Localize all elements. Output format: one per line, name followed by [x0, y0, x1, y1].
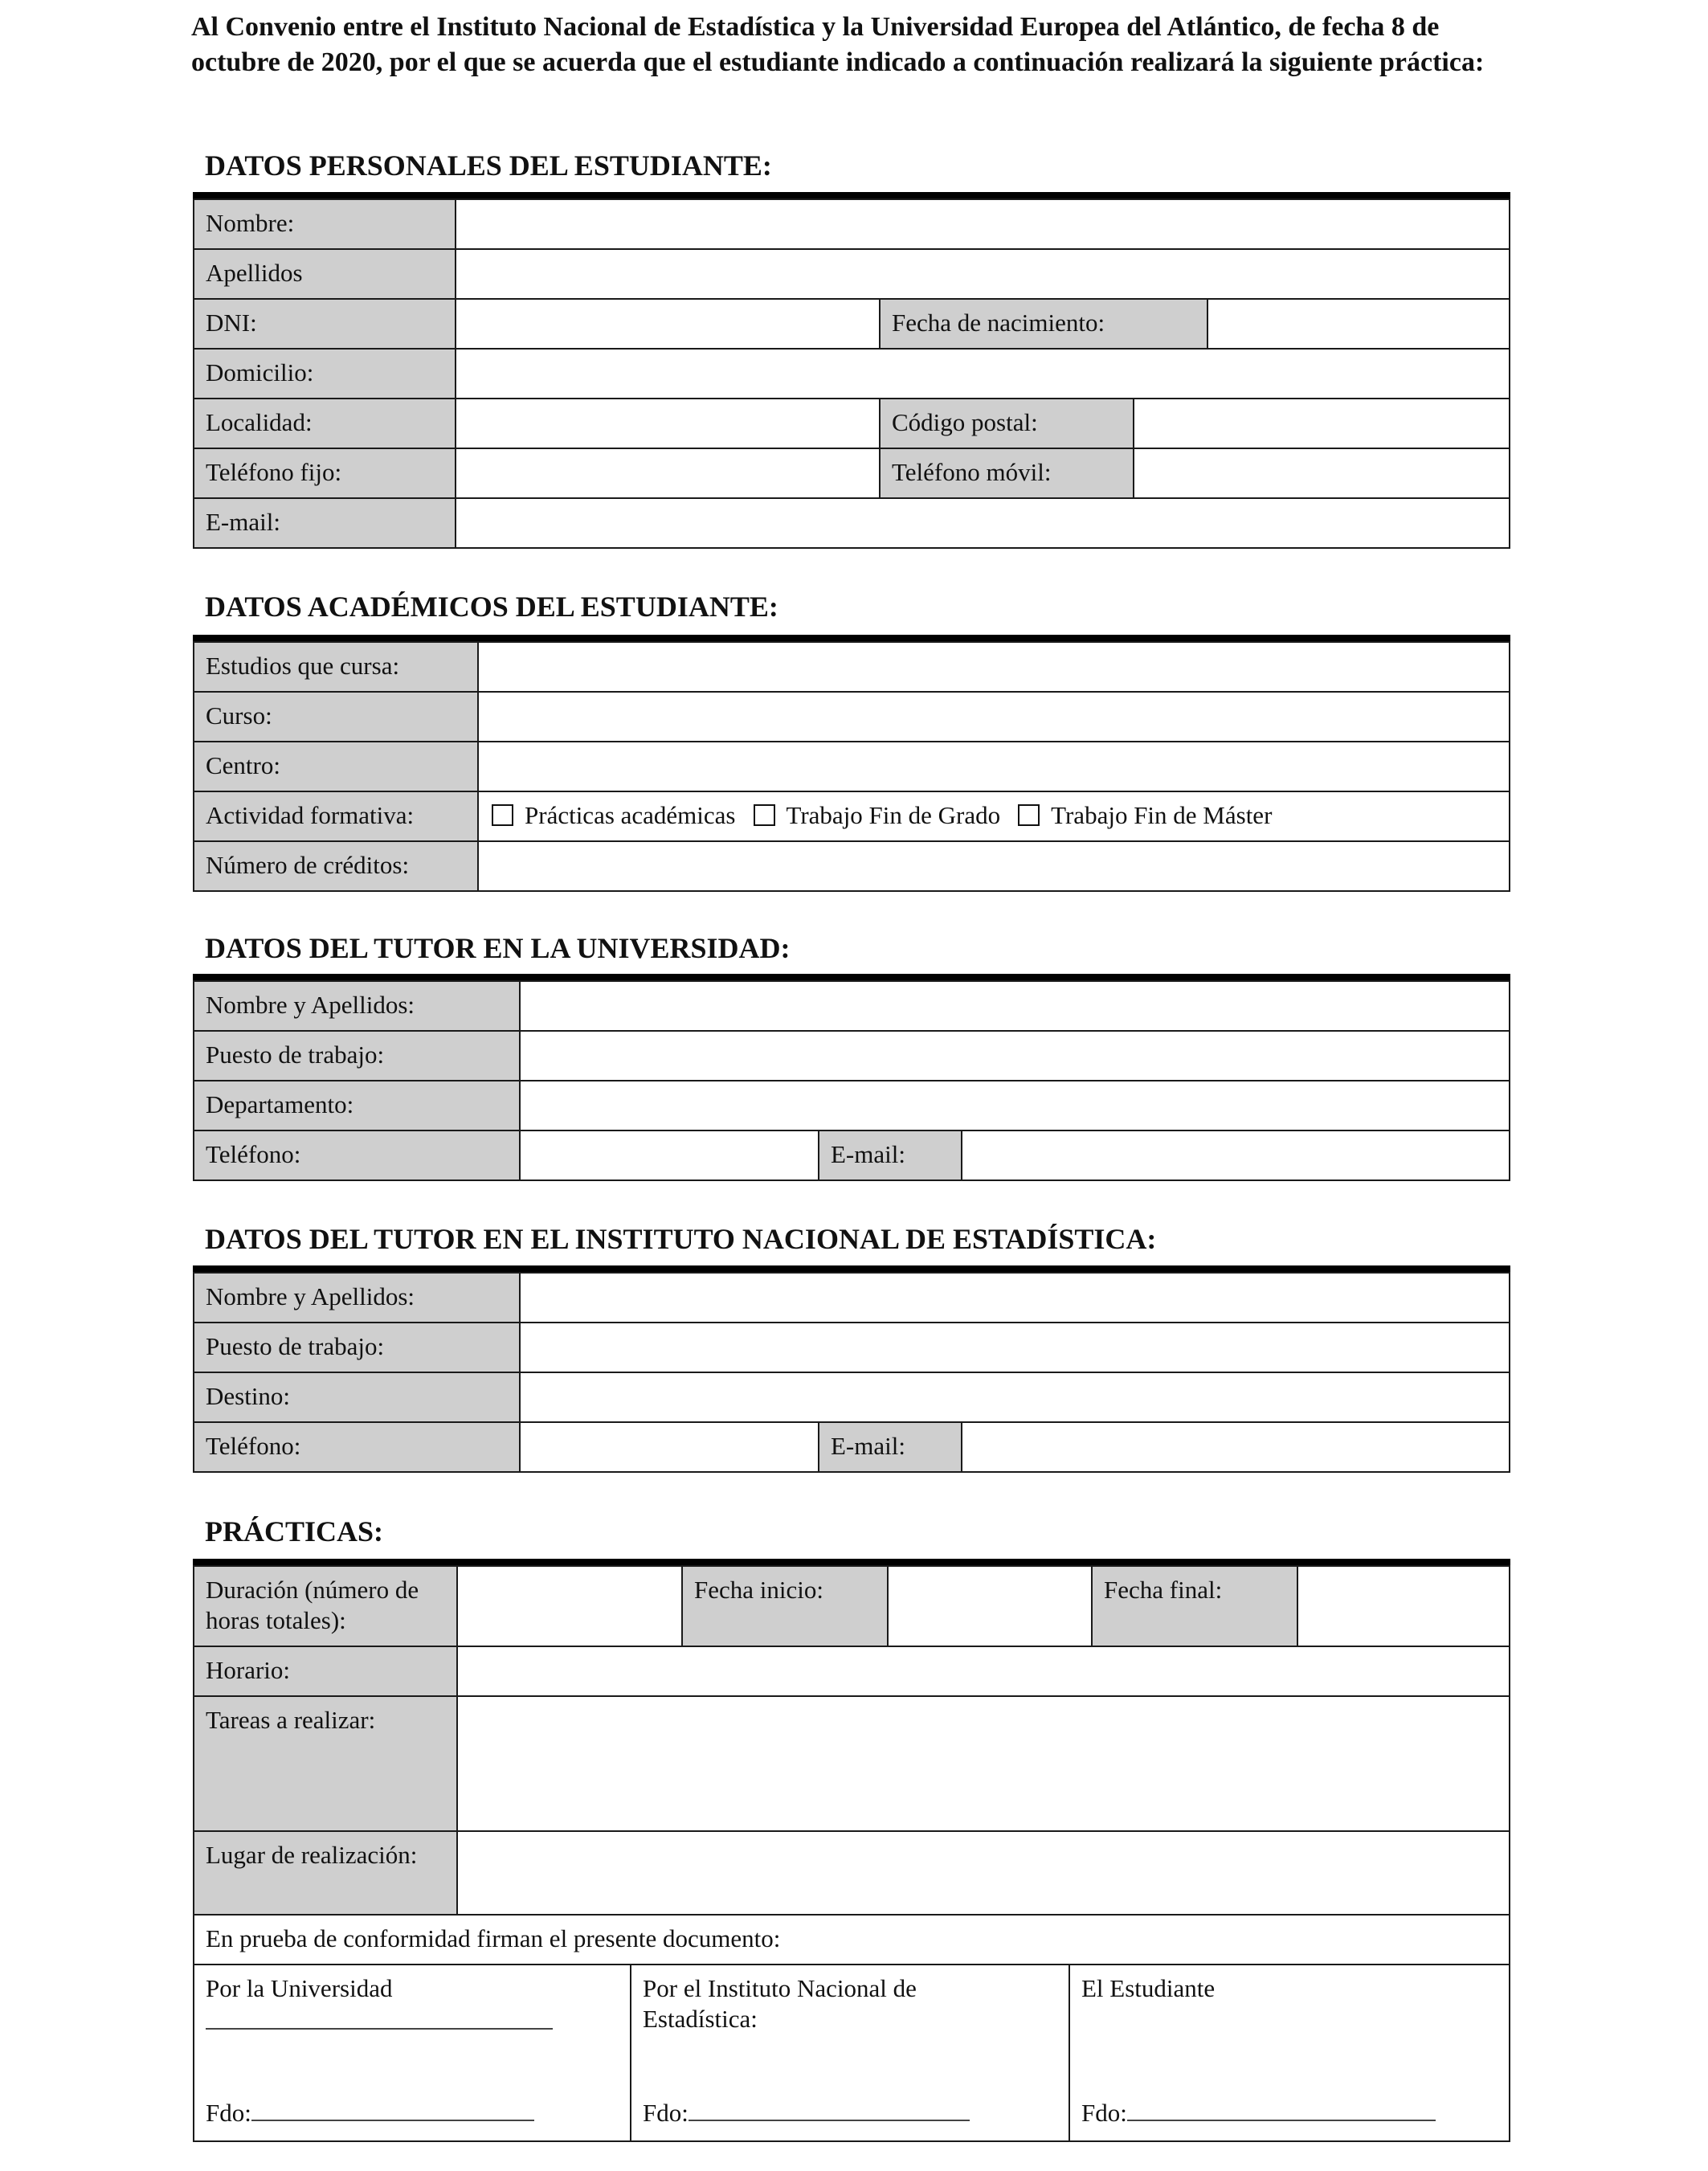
domicilio-field[interactable] — [455, 348, 1510, 399]
curso-field[interactable] — [477, 691, 1510, 742]
conformidad-text: En prueba de conformidad firman el presente documento: — [193, 1914, 1510, 1965]
tutor-ine-destino-field[interactable] — [519, 1372, 1510, 1423]
label-dni: DNI: — [193, 298, 456, 350]
firma-estudiante-label: El Estudiante — [1081, 1974, 1216, 2002]
label-estudios: Estudios que cursa: — [193, 641, 479, 693]
label-tutor-ine-telefono: Teléfono: — [193, 1421, 521, 1473]
tutor-ine-puesto-field[interactable] — [519, 1322, 1510, 1373]
label-centro: Centro: — [193, 741, 479, 792]
fdo-label: Fdo: — [206, 2099, 251, 2127]
label-curso: Curso: — [193, 691, 479, 742]
apellidos-field[interactable] — [455, 248, 1510, 300]
fecha-inicio-field[interactable] — [887, 1565, 1093, 1647]
estudios-field[interactable] — [477, 641, 1510, 693]
section-title-personal: DATOS PERSONALES DEL ESTUDIANTE: — [205, 149, 772, 182]
label-creditos: Número de créditos: — [193, 840, 479, 892]
label-tutor-ine-destino: Destino: — [193, 1372, 521, 1423]
label-tutor-ine-nombre: Nombre y Apellidos: — [193, 1272, 521, 1323]
signature-box-estudiante[interactable] — [1069, 1964, 1510, 2142]
nombre-field[interactable] — [455, 198, 1510, 250]
signature-line-universidad — [206, 2004, 553, 2030]
fdo-estudiante — [1081, 2095, 1436, 2128]
label-telefono-fijo: Teléfono fijo: — [193, 448, 456, 499]
telefono-movil-field[interactable] — [1133, 448, 1510, 499]
horario-field[interactable] — [456, 1646, 1510, 1697]
tutor-uni-email-field[interactable] — [961, 1130, 1510, 1181]
fdo-line — [251, 2095, 534, 2121]
fdo-label: Fdo: — [1081, 2099, 1127, 2127]
label-fecha-nacimiento: Fecha de nacimiento: — [879, 298, 1208, 350]
tutor-uni-telefono-field[interactable] — [519, 1130, 819, 1181]
checkbox-tfm[interactable] — [1018, 804, 1040, 826]
centro-field[interactable] — [477, 741, 1510, 792]
option-tfg-label: Trabajo Fin de Grado — [786, 801, 1001, 829]
firma-universidad-label: Por la Universidad — [206, 1974, 393, 2002]
label-tutor-uni-departamento: Departamento: — [193, 1080, 521, 1131]
label-horario: Horario: — [193, 1646, 458, 1697]
actividad-options — [477, 791, 1510, 842]
fecha-nacimiento-field[interactable] — [1207, 298, 1510, 350]
intro-paragraph: Al Convenio entre el Instituto Nacional de Estadística y la Universidad Europea del Atlántico, de fecha 8 de octubre de 2020, por el que se acuerda que el estudiante indicado a continuación realizará la siguiente práctica: — [191, 12, 1485, 77]
section-title-tutor-ine: DATOS DEL TUTOR EN EL INSTITUTO NACIONAL DE ESTADÍSTICA: — [205, 1223, 1157, 1255]
label-tutor-uni-nombre: Nombre y Apellidos: — [193, 980, 521, 1032]
label-duracion: Duración (número de horas totales): — [193, 1565, 458, 1647]
fdo-ine — [643, 2095, 970, 2128]
fdo-label: Fdo: — [643, 2099, 689, 2127]
tutor-ine-nombre-field[interactable] — [519, 1272, 1510, 1323]
tutor-uni-puesto-field[interactable] — [519, 1030, 1510, 1081]
label-tareas: Tareas a realizar: — [193, 1695, 458, 1832]
label-domicilio: Domicilio: — [193, 348, 456, 399]
section-title-tutor-uni: DATOS DEL TUTOR EN LA UNIVERSIDAD: — [205, 932, 791, 964]
dni-field[interactable] — [455, 298, 881, 350]
telefono-fijo-field[interactable] — [455, 448, 881, 499]
label-localidad: Localidad: — [193, 398, 456, 449]
label-tutor-uni-telefono: Teléfono: — [193, 1130, 521, 1181]
label-fecha-final: Fecha final: — [1091, 1565, 1298, 1647]
lugar-field[interactable] — [456, 1830, 1510, 1915]
checkbox-practicas[interactable] — [492, 804, 513, 826]
duracion-field[interactable] — [456, 1565, 683, 1647]
label-tutor-ine-puesto: Puesto de trabajo: — [193, 1322, 521, 1373]
option-practicas-label: Prácticas académicas — [525, 801, 736, 829]
label-actividad: Actividad formativa: — [193, 791, 479, 842]
email-field[interactable] — [455, 497, 1510, 549]
label-nombre: Nombre: — [193, 198, 456, 250]
label-lugar: Lugar de realización: — [193, 1830, 458, 1915]
firma-ine-label: Por el Instituto Nacional de Estadística: — [643, 1974, 917, 2033]
label-codigo-postal: Código postal: — [879, 398, 1134, 449]
signature-box-ine[interactable] — [630, 1964, 1070, 2142]
tutor-ine-email-field[interactable] — [961, 1421, 1510, 1473]
creditos-field[interactable] — [477, 840, 1510, 892]
fecha-final-field[interactable] — [1297, 1565, 1510, 1647]
section-title-academic: DATOS ACADÉMICOS DEL ESTUDIANTE: — [205, 591, 778, 623]
signature-box-universidad[interactable] — [193, 1964, 631, 2142]
fdo-universidad — [206, 2095, 534, 2128]
label-fecha-inicio: Fecha inicio: — [681, 1565, 889, 1647]
tareas-field[interactable] — [456, 1695, 1510, 1832]
tutor-ine-telefono-field[interactable] — [519, 1421, 819, 1473]
localidad-field[interactable] — [455, 398, 881, 449]
tutor-uni-nombre-field[interactable] — [519, 980, 1510, 1032]
label-tutor-uni-puesto: Puesto de trabajo: — [193, 1030, 521, 1081]
codigo-postal-field[interactable] — [1133, 398, 1510, 449]
option-tfm-label: Trabajo Fin de Máster — [1051, 801, 1273, 829]
fdo-line — [1127, 2095, 1436, 2121]
label-tutor-ine-email: E-mail: — [818, 1421, 962, 1473]
checkbox-tfg[interactable] — [754, 804, 775, 826]
label-tutor-uni-email: E-mail: — [818, 1130, 962, 1181]
tutor-uni-departamento-field[interactable] — [519, 1080, 1510, 1131]
label-email: E-mail: — [193, 497, 456, 549]
section-title-practicas: PRÁCTICAS: — [205, 1515, 384, 1548]
fdo-line — [689, 2095, 970, 2121]
label-apellidos: Apellidos — [193, 248, 456, 300]
label-telefono-movil: Teléfono móvil: — [879, 448, 1134, 499]
